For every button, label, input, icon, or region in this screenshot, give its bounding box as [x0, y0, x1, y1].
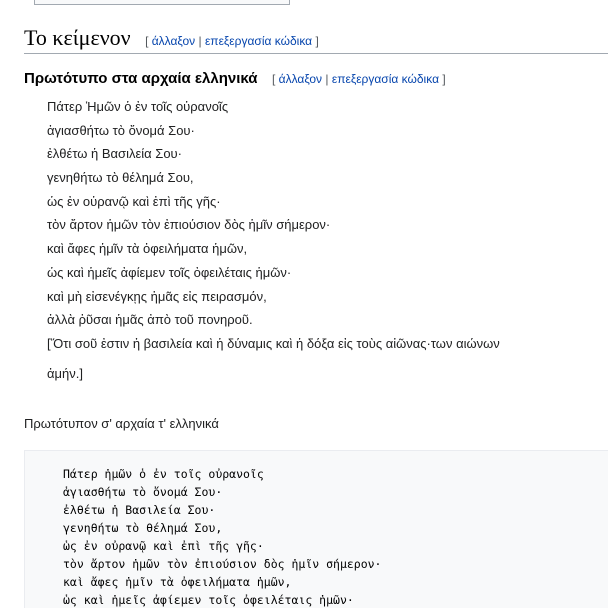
poem-line: [Ὅτι σοῦ ἐστιν ἡ βασιλεία καὶ ἡ δύναμις καὶ ἡ δόξα εἰς τοὺς αἰῶνας·των αιώνων	[47, 335, 500, 351]
poem-line: ἐλθέτω ἡ Βασιλεία Σου·	[47, 146, 182, 162]
section-heading	[24, 25, 608, 54]
pre-line: τὸν ἄρτον ἡμῶν τὸν ἐπιούσιον δὸς ἡμῖν σήμερον·	[63, 557, 382, 571]
pre-line: ὡς ἐν οὐρανῷ καὶ ἐπὶ τῆς γῆς·	[63, 539, 264, 553]
subsection-edit-source-link[interactable]: επεξεργασία κώδικα	[331, 72, 440, 86]
subtitle-text: Πρωτότυπον σ' αρχαία τ' ελληνικά	[24, 416, 219, 431]
poem-line: ἀλλὰ ῥῦσαι ἡμᾶς ἀπὸ τοῦ πονηροῦ.	[47, 312, 253, 328]
poem-line: ἁγιασθήτω τὸ ὄνομά Σου·	[47, 122, 195, 138]
poem-line: Πάτερ Ἡμῶν ὁ ἐν τοῖς οὐρανοῖς	[47, 99, 229, 114]
subsection-heading	[24, 70, 446, 88]
pre-line: ἐλθέτω ἡ Βασιλεία Σου·	[63, 503, 216, 517]
poem-line: τὸν ἄρτον ἡμῶν τὸν ἐπιούσιον δὸς ἡμῖν σήμερον·	[47, 217, 331, 233]
pre-line: καὶ ἄφες ἡμῖν τὰ ὀφειλήματα ἡμῶν,	[63, 575, 292, 589]
pre-line: ἁγιασθήτω τὸ ὄνομά Σου·	[63, 485, 223, 499]
top-box-edge	[34, 0, 290, 5]
section-edit-links: [ άλλαξον | επεξεργασία κώδικα ]	[145, 34, 319, 48]
poem-line: ὡς ἐν οὐρανῷ καὶ ἐπὶ τῆς γῆς·	[47, 193, 221, 209]
preformatted-text	[63, 465, 382, 608]
subsection-title: Πρωτότυπο στα αρχαία ελληνικά	[24, 70, 258, 87]
subsection-edit-links: [ άλλαξον | επεξεργασία κώδικα ]	[271, 72, 446, 86]
poem-block	[47, 95, 607, 388]
pre-line: ὡς καὶ ἡμεῖς ἀφίεμεν τοῖς ὀφειλέταις ἡμῶν·	[63, 593, 354, 607]
poem-line: καὶ ἄφες ἡμῖν τὰ ὀφειλήματα ἡμῶν,	[47, 241, 248, 257]
section-title: Το κείμενον	[24, 25, 131, 50]
poem-line: γενηθήτω τὸ θέλημά Σου,	[47, 170, 194, 186]
section-edit-source-link[interactable]: επεξεργασία κώδικα	[204, 34, 313, 48]
poem-line: ἀμήν.]	[47, 365, 83, 381]
poem-line: καὶ μὴ εἰσενέγκῃς ἡμᾶς εἰς πειρασμόν,	[47, 288, 267, 304]
subsection-edit-link[interactable]: άλλαξον	[278, 72, 323, 86]
section-edit-link[interactable]: άλλαξον	[151, 34, 196, 48]
poem-line: ὡς καὶ ἡμεῖς ἀφίεμεν τοῖς ὀφειλέταις ἡμῶν·	[47, 264, 292, 280]
pre-line: γενηθήτω τὸ θέλημά Σου,	[63, 521, 223, 535]
pre-line: Πάτερ ἡμῶν ὁ ἐν τοῖς οὐρανοῖς	[63, 467, 264, 481]
